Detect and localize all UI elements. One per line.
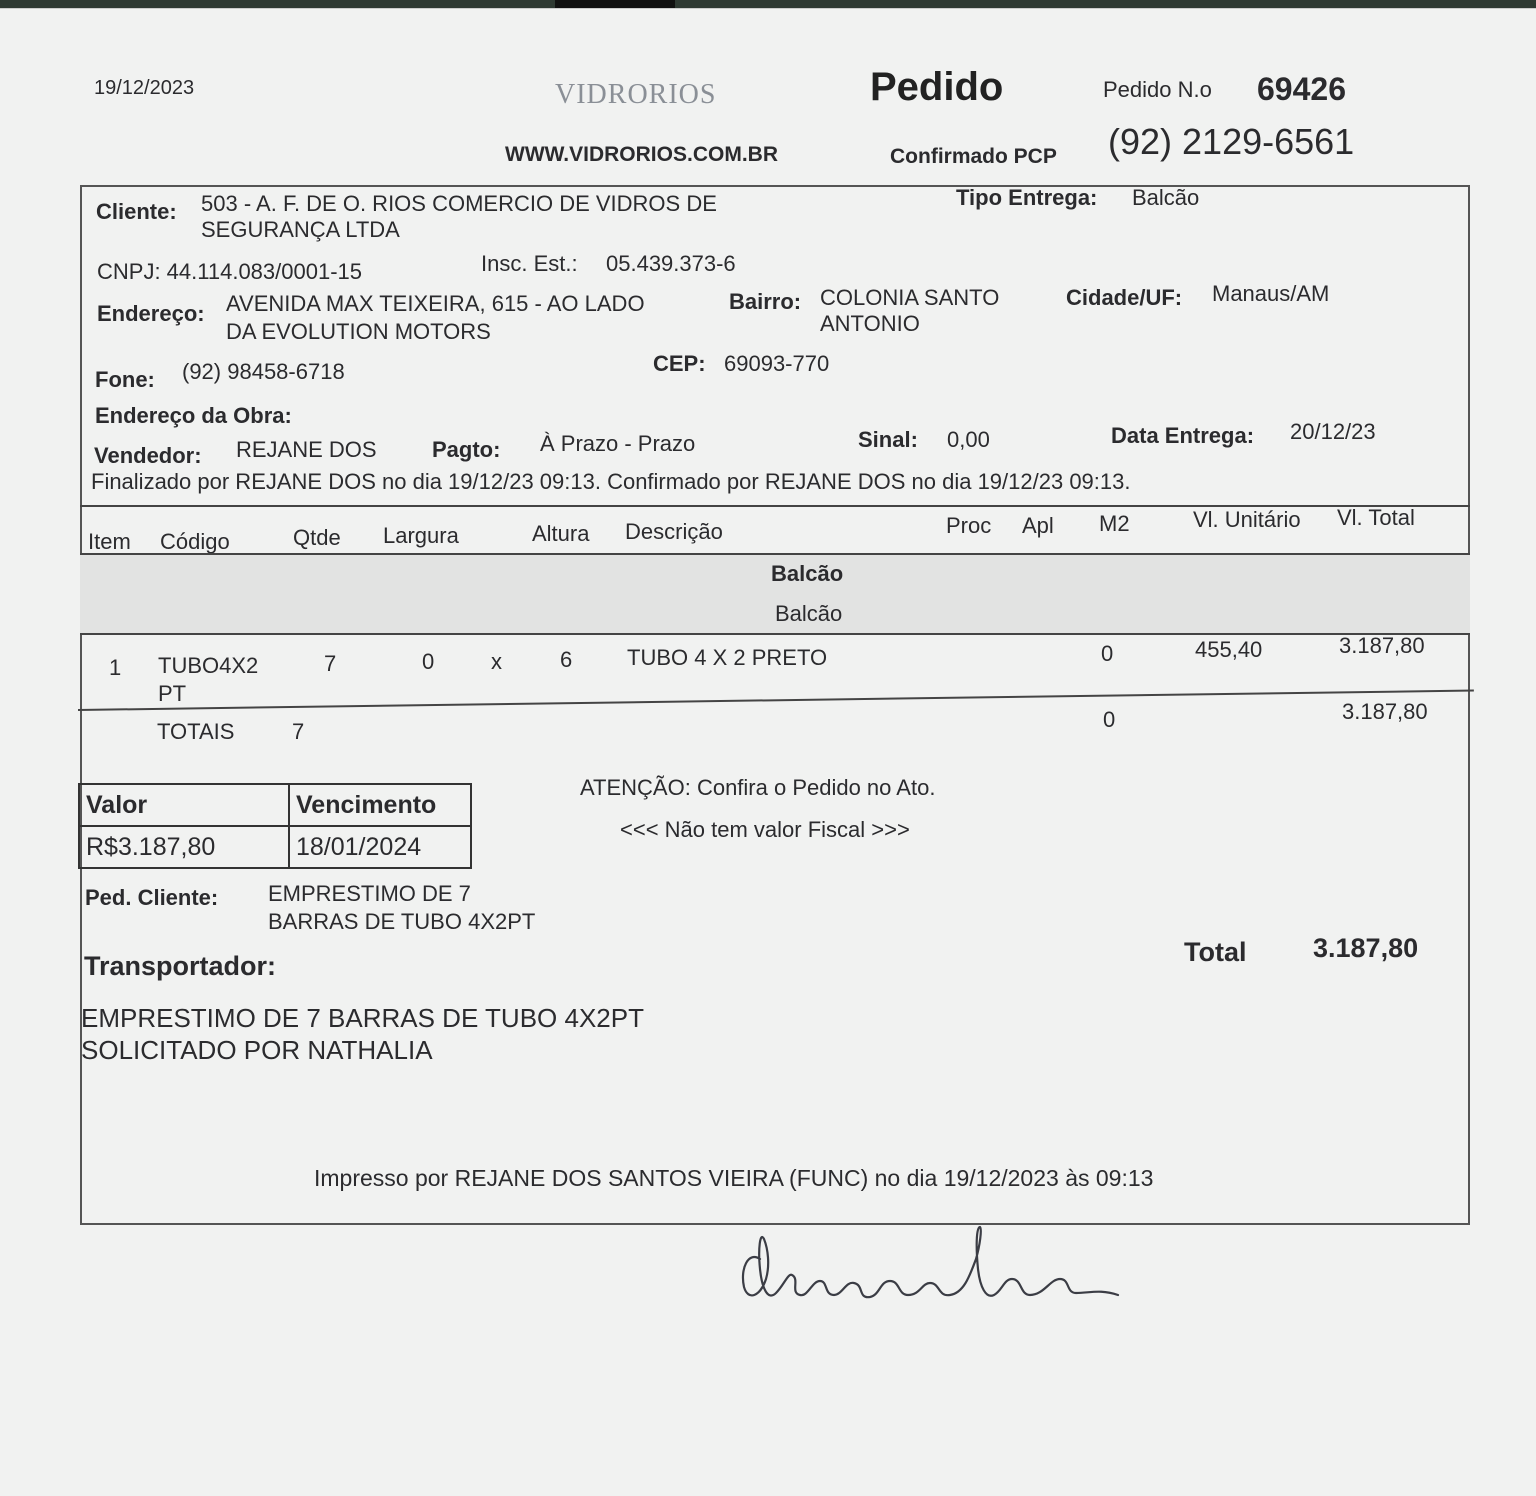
address-label: Endereço: — [97, 301, 205, 326]
col-height: Altura — [532, 521, 590, 546]
client-order-line2: BARRAS DE TUBO 4X2PT — [268, 909, 536, 934]
client-label: Cliente: — [96, 199, 177, 224]
delivery-type: Balcão — [1132, 185, 1200, 210]
company-website: WWW.VIDRORIOS.COM.BR — [505, 143, 778, 166]
fiscal-notice: <<< Não tem valor Fiscal >>> — [620, 817, 910, 842]
city-label: Cidade/UF: — [1066, 285, 1183, 310]
row-description: TUBO 4 X 2 PRETO — [627, 645, 828, 670]
totals-value: 3.187,80 — [1342, 699, 1428, 724]
col-apl: Apl — [1022, 513, 1054, 538]
payment-value: R$3.187,80 — [79, 826, 289, 868]
delivery-date: 20/12/23 — [1290, 419, 1376, 444]
col-proc: Proc — [946, 513, 992, 538]
cep: 69093-770 — [724, 351, 830, 376]
district-line2: ANTONIO — [820, 311, 920, 336]
seller-label: Vendedor: — [94, 443, 202, 468]
document-title: Pedido — [870, 65, 1004, 109]
row-item: 1 — [109, 655, 122, 680]
attention-notice: ATENÇÃO: Confira o Pedido no Ato. — [580, 775, 936, 800]
col-item: Item — [88, 529, 131, 554]
district-line1: COLONIA SANTO — [820, 285, 1000, 310]
sub-group-header: Balcão — [775, 601, 843, 626]
handwritten-signature — [730, 1209, 1130, 1319]
table-row — [79, 826, 471, 868]
total-label: Total — [1184, 937, 1247, 967]
finalized-note: Finalizado por REJANE DOS no dia 19/12/23 09:13. Confirmado por REJANE DOS no dia 19/12/23 09:13. — [91, 469, 1131, 494]
order-status: Confirmado PCP — [890, 145, 1057, 168]
order-document — [0, 8, 1536, 1496]
group-bottom-rule — [80, 633, 1470, 635]
delivery-type-label: Tipo Entrega: — [956, 185, 1098, 210]
client-name-line1: 503 - A. F. DE O. RIOS COMERCIO DE VIDROS DE — [201, 191, 717, 216]
row-m2: 0 — [1101, 641, 1114, 666]
row-code-line2: PT — [158, 681, 187, 706]
client-name-line2: SEGURANÇA LTDA — [201, 217, 400, 242]
total-value: 3.187,80 — [1313, 933, 1419, 963]
row-total-value: 3.187,80 — [1339, 633, 1425, 658]
payment-schedule-table — [78, 783, 472, 869]
payment-header-due: Vencimento — [289, 784, 471, 826]
row-code-line1: TUBO4X2 — [158, 653, 259, 678]
state-registration-label: Insc. Est.: — [481, 251, 578, 276]
group-header: Balcão — [771, 561, 844, 586]
col-code: Código — [160, 529, 230, 554]
totals-qty: 7 — [292, 719, 305, 744]
col-description: Descrição — [625, 519, 723, 544]
district-label: Bairro: — [729, 289, 802, 314]
order-number: 69426 — [1257, 71, 1346, 107]
city: Manaus/AM — [1212, 281, 1330, 306]
col-qty: Qtde — [293, 525, 341, 550]
col-m2: M2 — [1099, 511, 1130, 536]
address-line1: AVENIDA MAX TEIXEIRA, 615 - AO LADO — [226, 291, 645, 316]
col-unit-value: Vl. Unitário — [1193, 507, 1301, 532]
carrier-label: Transportador: — [84, 951, 277, 981]
payment-terms: À Prazo - Prazo — [540, 431, 696, 456]
client-order-line1: EMPRESTIMO DE 7 — [268, 881, 471, 906]
deposit: 0,00 — [947, 427, 990, 452]
col-width: Largura — [383, 523, 459, 548]
seller: REJANE DOS — [236, 437, 377, 462]
row-unit-value: 455,40 — [1195, 637, 1263, 662]
totals-label: TOTAIS — [157, 719, 235, 744]
client-order-label: Ped. Cliente: — [85, 885, 219, 910]
address-line2: DA EVOLUTION MOTORS — [226, 319, 491, 344]
company-phone: (92) 2129-6561 — [1108, 121, 1355, 162]
row-times: x — [491, 649, 502, 674]
notes-line1: EMPRESTIMO DE 7 BARRAS DE TUBO 4X2PT — [81, 1003, 644, 1033]
cep-label: CEP: — [653, 351, 706, 376]
printed-by: Impresso por REJANE DOS SANTOS VIEIRA (FUNC) no dia 19/12/2023 às 09:13 — [314, 1165, 1154, 1191]
phone-label: Fone: — [95, 367, 155, 392]
order-number-label: Pedido N.o — [1103, 77, 1212, 102]
row-height: 6 — [560, 647, 573, 672]
delivery-date-label: Data Entrega: — [1111, 423, 1255, 448]
payment-due-date: 18/01/2024 — [289, 826, 471, 868]
payment-label: Pagto: — [432, 437, 501, 462]
col-total-value: Vl. Total — [1337, 505, 1415, 530]
row-qty: 7 — [324, 651, 337, 676]
notes-line2: SOLICITADO POR NATHALIA — [81, 1035, 433, 1065]
payment-header-value: Valor — [79, 784, 289, 826]
print-date: 19/12/2023 — [94, 77, 195, 99]
state-registration: 05.439.373-6 — [606, 251, 736, 276]
totals-m2: 0 — [1103, 707, 1116, 732]
payment-header-row — [79, 784, 471, 826]
client-cnpj: CNPJ: 44.114.083/0001-15 — [97, 259, 362, 284]
company-logo: VIDRORIOS — [555, 79, 717, 110]
client-phone: (92) 98458-6718 — [182, 359, 345, 384]
deposit-label: Sinal: — [858, 427, 918, 452]
site-address-label: Endereço da Obra: — [95, 403, 292, 428]
row-width: 0 — [422, 649, 435, 674]
